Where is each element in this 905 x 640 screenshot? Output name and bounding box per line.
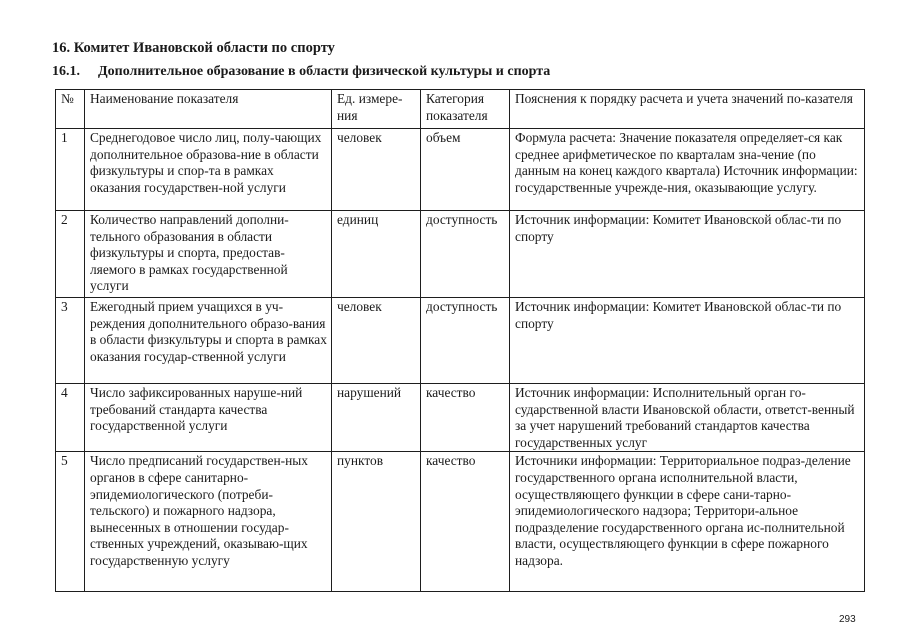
header-number: № <box>56 90 85 129</box>
cell-unit: человек <box>332 298 421 384</box>
section-heading: 16. Комитет Ивановской области по спорту <box>52 40 335 56</box>
cell-indicator-name: Среднегодовое число лиц, полу-чающих дополнительное образова-ние в области физкультуры и спор-та в рамках оказания государствен-ной услуги <box>85 129 332 211</box>
cell-explanation: Источник информации: Комитет Ивановской облас-ти по спорту <box>510 211 865 298</box>
cell-number: 5 <box>56 452 85 592</box>
cell-category: качество <box>421 452 510 592</box>
cell-number: 4 <box>56 384 85 452</box>
table-row <box>56 298 865 384</box>
table-row <box>56 384 865 452</box>
cell-indicator-name: Ежегодный прием учащихся в уч-реждения дополнительного образо-вания в области физкультуры и спорта в рамках оказания государ-ственной услуги <box>85 298 332 384</box>
cell-category: доступность <box>421 211 510 298</box>
cell-explanation: Формула расчета: Значение показателя определяет-ся как среднее арифметическое по кварталам зна-чение (по данным на конец каждого квартала) Источник информации: государственные учрежде-ния, оказывающие услугу. <box>510 129 865 211</box>
cell-explanation: Источник информации: Комитет Ивановской облас-ти по спорту <box>510 298 865 384</box>
cell-unit: человек <box>332 129 421 211</box>
cell-number: 3 <box>56 298 85 384</box>
subsection-number: 16.1. <box>52 64 80 79</box>
table-row <box>56 211 865 298</box>
header-unit: Ед. измере-ния <box>332 90 421 129</box>
header-indicator-name: Наименование показателя <box>85 90 332 129</box>
indicators-table <box>55 89 865 592</box>
subsection-heading <box>52 64 550 80</box>
cell-indicator-name: Количество направлений дополни-тельного образования в области физкультуры и спорта, предостав-ляемого в рамках государственной услуги <box>85 211 332 298</box>
cell-indicator-name: Число зафиксированных наруше-ний требований стандарта качества государственной услуги <box>85 384 332 452</box>
cell-number: 1 <box>56 129 85 211</box>
table-row <box>56 129 865 211</box>
cell-unit: единиц <box>332 211 421 298</box>
table-header-row <box>56 90 865 129</box>
cell-unit: пунктов <box>332 452 421 592</box>
cell-indicator-name: Число предписаний государствен-ных органов в сфере санитарно-эпидемиологического (потреби-тельского) и пожарного надзора, вынесенных в отношении государ-ственных учреждений, оказываю-щих государственную услугу <box>85 452 332 592</box>
cell-category: объем <box>421 129 510 211</box>
subsection-title: Дополнительное образование в области физической культуры и спорта <box>98 64 551 79</box>
cell-category: доступность <box>421 298 510 384</box>
cell-explanation: Источник информации: Исполнительный орган го-сударственной власти Ивановской области, ответст-венный за учет нарушений требований стандартов качества государственных услуг <box>510 384 865 452</box>
table-row <box>56 452 865 592</box>
cell-category: качество <box>421 384 510 452</box>
header-category: Категория показателя <box>421 90 510 129</box>
cell-explanation: Источники информации: Территориальное подраз-деление государственного органа исполнительной власти, осуществляющего функции в сфере сани-тарно-эпидемиологического надзора; Территори-альное подразделение государственного органа ис-полнительной власти, осуществляющего функции в сфере пожарного надзора. <box>510 452 865 592</box>
header-explanation: Пояснения к порядку расчета и учета значений по-казателя <box>510 90 865 129</box>
page-number: 293 <box>839 614 856 625</box>
cell-number: 2 <box>56 211 85 298</box>
cell-unit: нарушений <box>332 384 421 452</box>
